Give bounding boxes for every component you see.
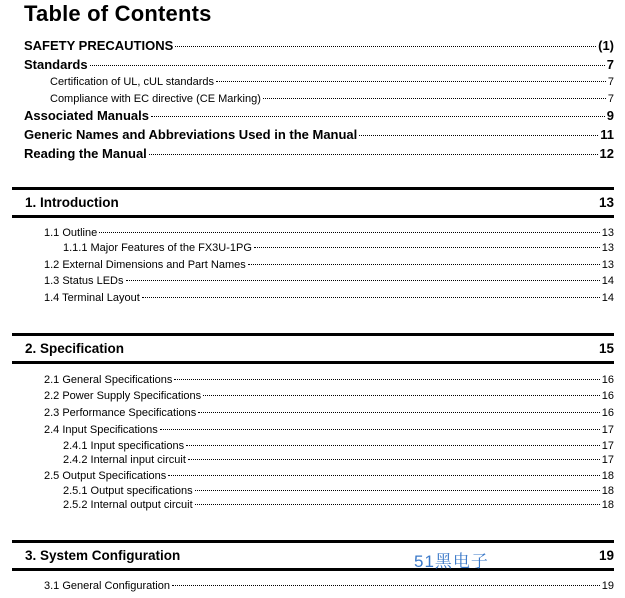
dot-leader xyxy=(99,232,600,233)
chapter-page: 13 xyxy=(598,195,614,210)
toc-entry-label: 2.4 Input Specifications xyxy=(44,424,158,436)
toc-entry-page: 16 xyxy=(601,374,614,386)
toc-entry-safety[interactable] xyxy=(24,38,614,53)
toc-entry-generic-names[interactable] xyxy=(24,127,614,142)
chapter-title: 1. Introduction xyxy=(25,195,119,210)
toc-entry-1-1[interactable] xyxy=(44,227,614,239)
dot-leader xyxy=(195,490,600,491)
toc-entry-label: SAFETY PRECAUTIONS xyxy=(24,38,174,53)
toc-entry-label: Associated Manuals xyxy=(24,108,149,123)
toc-entry-page: 16 xyxy=(601,407,614,419)
toc-entry-label: 2.1 General Specifications xyxy=(44,374,173,386)
toc-entry-page: 14 xyxy=(601,275,614,287)
toc-entry-page: 18 xyxy=(601,499,614,511)
toc-entry-associated-manuals[interactable] xyxy=(24,108,614,123)
dot-leader xyxy=(198,412,600,413)
chapter-header-specification[interactable] xyxy=(12,333,614,364)
toc-entry-label: 1.2 External Dimensions and Part Names xyxy=(44,259,246,271)
toc-entry-page: 17 xyxy=(601,454,614,466)
toc-entry-2-2[interactable] xyxy=(44,390,614,402)
dot-leader xyxy=(168,475,599,476)
dot-leader xyxy=(151,116,605,117)
toc-entry-2-5[interactable] xyxy=(44,470,614,482)
dot-leader xyxy=(216,81,606,82)
toc-entry-standards[interactable] xyxy=(24,57,614,72)
toc-entry-page: 17 xyxy=(601,424,614,436)
toc-entry-page: (1) xyxy=(598,38,614,53)
toc-entry-label: 2.4.1 Input specifications xyxy=(63,440,185,452)
toc-entry-page: 19 xyxy=(601,580,614,592)
toc-entry-label: Generic Names and Abbreviations Used in the Manual xyxy=(24,127,358,142)
toc-entry-ec-directive[interactable] xyxy=(50,93,614,105)
toc-entry-2-4-2[interactable] xyxy=(63,454,614,466)
toc-entry-page: 13 xyxy=(601,227,614,239)
toc-entry-2-4[interactable] xyxy=(44,424,614,436)
toc-entry-page: 18 xyxy=(601,485,614,497)
toc-entry-label: Certification of UL, cUL standards xyxy=(50,76,215,88)
toc-entry-label: 2.5.1 Output specifications xyxy=(63,485,193,497)
dot-leader xyxy=(160,429,600,430)
toc-entry-1-2[interactable] xyxy=(44,259,614,271)
chapter-page: 15 xyxy=(598,341,614,356)
toc-entry-page: 12 xyxy=(599,146,614,161)
toc-entry-page: 18 xyxy=(601,470,614,482)
dot-leader xyxy=(90,65,605,66)
dot-leader xyxy=(359,135,598,136)
toc-entry-ul-certification[interactable] xyxy=(50,76,614,88)
dot-leader xyxy=(149,154,598,155)
dot-leader xyxy=(126,280,600,281)
dot-leader xyxy=(175,46,596,47)
dot-leader xyxy=(186,445,600,446)
toc-entry-2-3[interactable] xyxy=(44,407,614,419)
toc-entry-page: 7 xyxy=(606,57,614,72)
toc-entry-label: 1.1 Outline xyxy=(44,227,98,239)
chapter-page: 19 xyxy=(598,548,614,563)
toc-entry-label: 1.4 Terminal Layout xyxy=(44,292,140,304)
toc-entry-label: Compliance with EC directive (CE Marking) xyxy=(50,93,261,105)
toc-entry-label: 2.5.2 Internal output circuit xyxy=(63,499,193,511)
dot-leader xyxy=(188,459,600,460)
dot-leader xyxy=(174,379,599,380)
toc-entry-page: 13 xyxy=(601,259,614,271)
toc-entry-page: 7 xyxy=(607,76,614,88)
dot-leader xyxy=(195,504,600,505)
toc-entry-page: 13 xyxy=(601,242,614,254)
dot-leader xyxy=(203,395,600,396)
dot-leader xyxy=(248,264,600,265)
toc-entry-2-5-2[interactable] xyxy=(63,499,614,511)
toc-entry-label: 2.5 Output Specifications xyxy=(44,470,167,482)
toc-entry-page: 17 xyxy=(601,440,614,452)
dot-leader xyxy=(254,247,600,248)
toc-entry-page: 11 xyxy=(600,127,614,142)
toc-entry-page: 7 xyxy=(607,93,614,105)
toc-entry-2-5-1[interactable] xyxy=(63,485,614,497)
toc-entry-2-4-1[interactable] xyxy=(63,440,614,452)
toc-entry-label: 2.3 Performance Specifications xyxy=(44,407,197,419)
toc-entry-reading-manual[interactable] xyxy=(24,146,614,161)
toc-entry-label: Standards xyxy=(24,57,88,72)
toc-entry-label: 2.2 Power Supply Specifications xyxy=(44,390,202,402)
toc-entry-2-1[interactable] xyxy=(44,374,614,386)
toc-entry-label: 1.3 Status LEDs xyxy=(44,275,124,287)
dot-leader xyxy=(263,98,606,99)
toc-entry-label: Reading the Manual xyxy=(24,146,147,161)
toc-entry-label: 1.1.1 Major Features of the FX3U-1PG xyxy=(63,242,252,254)
dot-leader xyxy=(142,297,600,298)
toc-entry-label: 2.4.2 Internal input circuit xyxy=(63,454,186,466)
watermark-text: 51黑电子 xyxy=(414,552,489,571)
page-title: Table of Contents xyxy=(24,1,212,26)
toc-entry-page: 14 xyxy=(601,292,614,304)
toc-entry-label: 3.1 General Configuration xyxy=(44,580,170,592)
dot-leader xyxy=(172,585,600,586)
toc-entry-1-3[interactable] xyxy=(44,275,614,287)
toc-entry-page: 16 xyxy=(601,390,614,402)
chapter-header-introduction[interactable] xyxy=(12,187,614,218)
toc-entry-1-1-1[interactable] xyxy=(63,242,614,254)
chapter-title: 3. System Configuration xyxy=(25,548,181,563)
toc-entry-1-4[interactable] xyxy=(44,292,614,304)
toc-entry-page: 9 xyxy=(606,108,614,123)
chapter-header-system-configuration[interactable] xyxy=(12,540,614,571)
toc-entry-3-1[interactable] xyxy=(44,580,614,592)
chapter-title: 2. Specification xyxy=(25,341,125,356)
